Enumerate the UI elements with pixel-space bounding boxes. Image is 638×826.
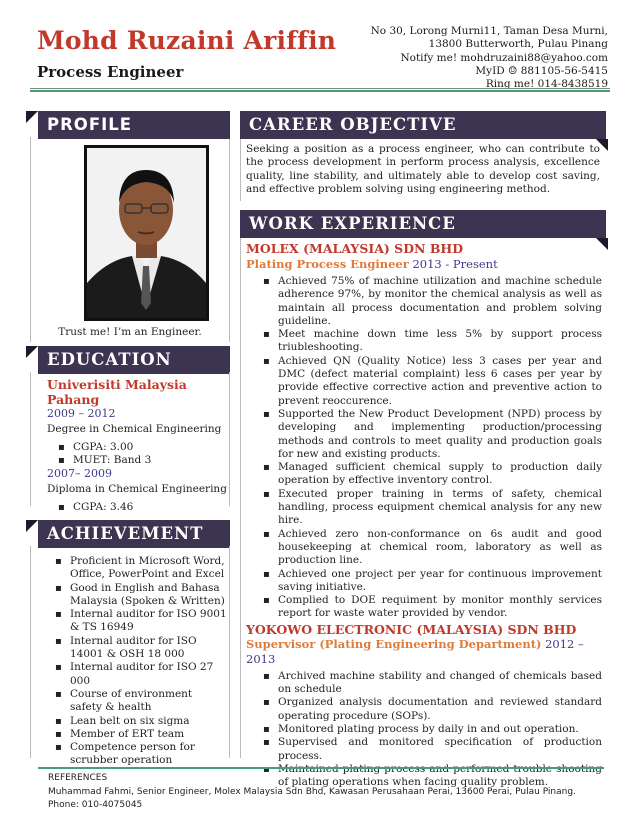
role-line <box>246 257 602 272</box>
list-item: ▪ Meet machine down time less 5% by support process triubleshooting. <box>263 328 602 355</box>
education-heading: EDUCATION <box>38 346 230 374</box>
list-item: ▪ Archived machine stability and changed of chemicals based on schedule <box>263 670 602 697</box>
school-name: Univerisiti Malaysia Pahang <box>47 377 187 407</box>
address-line-1: No 30, Lorong Murni11, Taman Desa Murni, <box>370 25 608 37</box>
career-heading: CAREER OBJECTIVE <box>240 111 606 139</box>
education-section <box>47 377 227 514</box>
list-item: ▪ CGPA: 3.00 <box>58 441 227 454</box>
list-item: ▪ Proficient in Microsoft Word, Office, PowerPoint and Excel <box>55 555 227 582</box>
list-item: ▪ Lean belt on six sigma <box>55 715 227 728</box>
list-item: ▪ Maintained plating process and performed trouble shooting of plating operations when facing quality problem. <box>263 763 602 790</box>
list-item: ▪ MUET: Band 3 <box>58 454 227 467</box>
profile-heading: PROFILE <box>38 111 230 139</box>
diploma-title: Diploma in Chemical Engineering <box>47 483 227 496</box>
portrait-image <box>87 148 206 318</box>
list-item: ▪ Internal auditor for ISO 9001 & TS 16949 <box>55 608 227 635</box>
list-item: ▪ Achieved zero non-conformance on 6s audit and good housekeeping at chemical room, laboratory as well as production line. <box>263 528 602 568</box>
reference-phone: Phone: 010-4075045 <box>48 800 143 810</box>
list-item: ▪ Achieved one project per year for continuous improvement saving initiative. <box>263 568 602 595</box>
role-period: 2013 - Present <box>412 257 498 271</box>
reference-detail: Muhammad Fahmi, Senior Engineer, Molex Malaysia Sdn Bhd, Kawasan Perusahaan Perai, 13600 Perai, Pulau Pinang. <box>48 786 576 797</box>
company-yokowo: YOKOWO ELECTRONIC (MALAYSIA) SDN BHD <box>246 621 577 637</box>
list-item: ▪ Competence person for scrubber operation <box>55 741 227 768</box>
footer-divider <box>38 766 604 769</box>
achievement-list <box>55 555 227 768</box>
role-period: 2012 – 2013 <box>246 636 584 666</box>
job-title: Process Engineer <box>37 63 184 81</box>
list-item: ▪ Managed sufficient chemical supply to production daily operation by effective inventory control. <box>263 461 602 488</box>
right-border <box>229 372 230 506</box>
candidate-name: Mohd Ruzaini Ariffin <box>37 26 337 55</box>
achievement-heading: ACHIEVEMENT <box>38 520 230 548</box>
profile-photo <box>84 145 209 321</box>
header-divider <box>30 88 610 92</box>
left-border <box>240 139 241 201</box>
list-item: ▪ Member of ERT team <box>55 728 227 741</box>
role-title: Plating Process Engineer <box>246 257 409 271</box>
references-section <box>48 772 608 813</box>
list-item: ▪ Internal auditor for ISO 14001 & OSH 18 000 <box>55 635 227 662</box>
photo-caption: Trust me! I’m an Engineer. <box>58 326 202 338</box>
left-border <box>240 238 241 758</box>
right-border <box>229 546 230 758</box>
role-line <box>246 637 602 667</box>
company-molex: MOLEX (MALAYSIA) SDN BHD <box>246 241 464 256</box>
ribbon-fold <box>26 111 38 123</box>
right-border <box>229 137 230 342</box>
career-objective-text: Seeking a position as a process engineer, who can contribute to the process development in perform process analysis, excellence quality, line stability, and ultimately able to develop cost saving, and effective problem solving using engineering method. <box>246 143 600 195</box>
left-border <box>30 137 31 342</box>
work-heading: WORK EXPERIENCE <box>240 210 606 238</box>
diploma-results <box>58 501 227 514</box>
period-diploma: 2007– 2009 <box>47 467 112 481</box>
list-item: ▪ Monitored plating process by daily in and out operation. <box>263 723 602 736</box>
degree-title: Degree in Chemical Engineering <box>47 423 222 436</box>
list-item: ▪ Good in English and Bahasa Malaysia (Spoken & Written) <box>55 582 227 609</box>
email-line[interactable]: Notify me! mohdruzaini88@yahoo.com <box>400 51 608 64</box>
list-item: ▪ Internal auditor for ISO 27 000 <box>55 661 227 688</box>
phone-line[interactable]: Ring me! 014-8438519 <box>485 78 608 91</box>
role-title: Supervisor (Plating Engineering Department) <box>246 636 542 651</box>
list-item: ▪ Supervised and monitored specification of production process. <box>263 736 602 763</box>
list-item: ▪ Organized analysis documentation and reviewed standard operating procedure (SOPs). <box>263 696 602 723</box>
list-item: ▪ Achieved QN (Quality Notice) less 3 cases per year and DMC (defect material complaint) less 6 cases per year by provide effective corrective action and preventive action to prevent reoccurence. <box>263 355 602 408</box>
list-item: ▪ Executed proper training in terms of safety, chemical handling, process equipment chemical analysis for any new hire. <box>263 488 602 528</box>
contact-block <box>348 25 608 91</box>
left-border <box>30 546 31 758</box>
left-border <box>30 372 31 506</box>
list-item: ▪ CGPA: 3.46 <box>58 501 227 514</box>
list-item: ▪ Achieved 75% of machine utilization and machine schedule adherence 97%, by monitor the chemical analysis as well as maintain all process documentation and problem solving guideline. <box>263 275 602 328</box>
work-section <box>246 241 602 789</box>
list-item: ▪ Complied to DOE requiment by monitor monthly services report for waste water provided by vendor. <box>263 594 602 621</box>
list-item: ▪ Supported the New Product Development (NPD) process by developing and implementing production/processing methods and controls to meet quality and production goals for new and existing products. <box>263 408 602 461</box>
period-degree: 2009 – 2012 <box>47 407 116 420</box>
ribbon-fold <box>26 520 38 532</box>
ribbon-fold <box>26 346 38 358</box>
degree-results <box>58 441 227 468</box>
address-line-2: 13800 Butterworth, Pulau Pinang <box>428 38 608 51</box>
id-line: MyID ☺ 881105-56-5415 <box>475 64 608 77</box>
molex-duties <box>263 275 602 621</box>
references-heading: REFERENCES <box>48 773 108 783</box>
list-item: ▪ Course of environment safety & health <box>55 688 227 715</box>
